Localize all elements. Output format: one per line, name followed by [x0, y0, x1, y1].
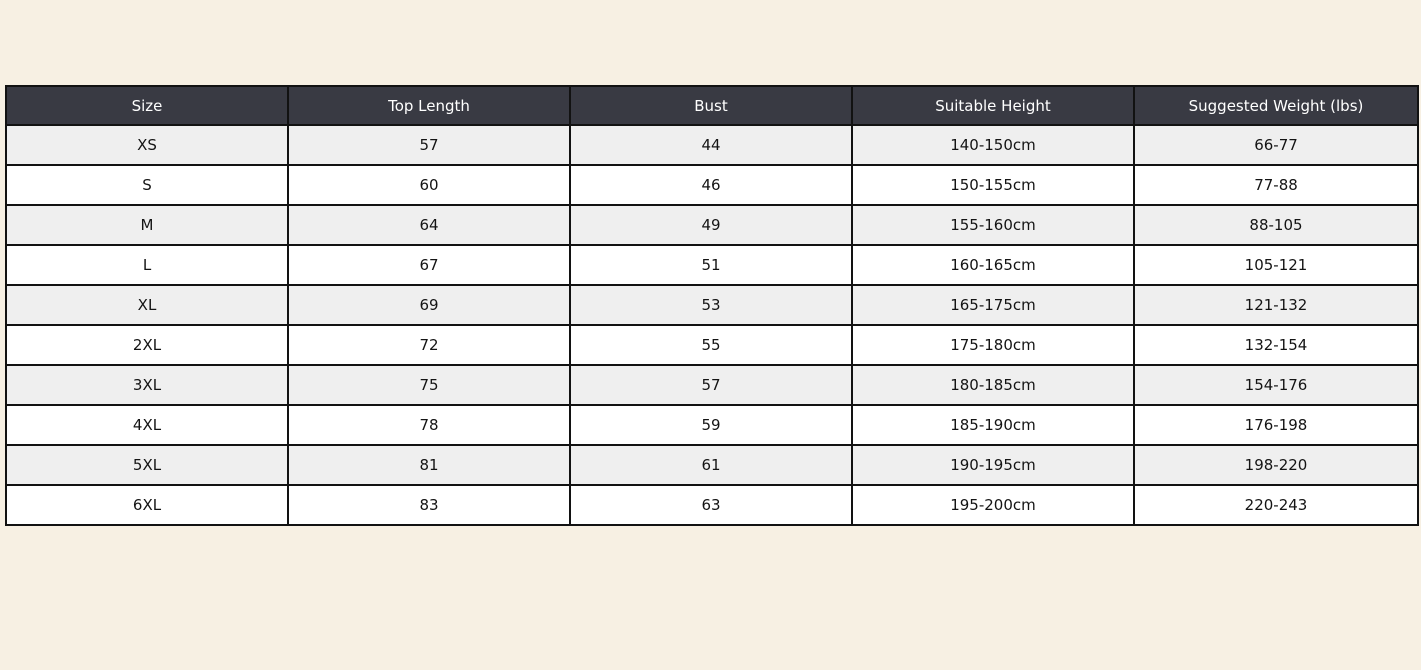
table-row: [6, 125, 1418, 165]
cell-bust: 55: [570, 325, 852, 365]
cell-bust: 57: [570, 365, 852, 405]
cell-suitable-height: 150-155cm: [852, 165, 1134, 205]
cell-suitable-height: 185-190cm: [852, 405, 1134, 445]
table-row: [6, 365, 1418, 405]
table-row: [6, 205, 1418, 245]
cell-top-length: 64: [288, 205, 570, 245]
table-row: [6, 325, 1418, 365]
cell-suitable-height: 190-195cm: [852, 445, 1134, 485]
cell-suitable-height: 195-200cm: [852, 485, 1134, 525]
cell-bust: 61: [570, 445, 852, 485]
cell-suitable-height: 175-180cm: [852, 325, 1134, 365]
cell-suggested-weight: 77-88: [1134, 165, 1418, 205]
cell-suitable-height: 165-175cm: [852, 285, 1134, 325]
cell-top-length: 81: [288, 445, 570, 485]
cell-suitable-height: 180-185cm: [852, 365, 1134, 405]
cell-size: XL: [6, 285, 288, 325]
table-row: [6, 485, 1418, 525]
cell-bust: 59: [570, 405, 852, 445]
cell-bust: 63: [570, 485, 852, 525]
header-top-length: Top Length: [288, 86, 570, 125]
cell-top-length: 75: [288, 365, 570, 405]
cell-suitable-height: 155-160cm: [852, 205, 1134, 245]
cell-suggested-weight: 198-220: [1134, 445, 1418, 485]
cell-size: 6XL: [6, 485, 288, 525]
header-row: [6, 86, 1418, 125]
cell-bust: 46: [570, 165, 852, 205]
cell-top-length: 83: [288, 485, 570, 525]
cell-size: 2XL: [6, 325, 288, 365]
table-row: [6, 165, 1418, 205]
cell-top-length: 69: [288, 285, 570, 325]
cell-suggested-weight: 66-77: [1134, 125, 1418, 165]
cell-top-length: 72: [288, 325, 570, 365]
table-header: [6, 86, 1418, 125]
cell-bust: 53: [570, 285, 852, 325]
cell-size: S: [6, 165, 288, 205]
cell-suggested-weight: 88-105: [1134, 205, 1418, 245]
cell-suitable-height: 140-150cm: [852, 125, 1134, 165]
header-suitable-height: Suitable Height: [852, 86, 1134, 125]
cell-bust: 49: [570, 205, 852, 245]
cell-size: M: [6, 205, 288, 245]
table-row: [6, 445, 1418, 485]
table-row: [6, 285, 1418, 325]
cell-suggested-weight: 154-176: [1134, 365, 1418, 405]
cell-suggested-weight: 220-243: [1134, 485, 1418, 525]
table-body: [6, 125, 1418, 525]
cell-suggested-weight: 121-132: [1134, 285, 1418, 325]
cell-suitable-height: 160-165cm: [852, 245, 1134, 285]
header-suggested-weight: Suggested Weight (lbs): [1134, 86, 1418, 125]
cell-size: XS: [6, 125, 288, 165]
cell-bust: 51: [570, 245, 852, 285]
cell-top-length: 67: [288, 245, 570, 285]
size-chart-table: [5, 85, 1419, 526]
cell-bust: 44: [570, 125, 852, 165]
cell-top-length: 78: [288, 405, 570, 445]
cell-size: 4XL: [6, 405, 288, 445]
cell-suggested-weight: 132-154: [1134, 325, 1418, 365]
table-row: [6, 245, 1418, 285]
cell-top-length: 60: [288, 165, 570, 205]
header-size: Size: [6, 86, 288, 125]
cell-size: 5XL: [6, 445, 288, 485]
cell-size: L: [6, 245, 288, 285]
cell-suggested-weight: 176-198: [1134, 405, 1418, 445]
table-row: [6, 405, 1418, 445]
header-bust: Bust: [570, 86, 852, 125]
cell-size: 3XL: [6, 365, 288, 405]
cell-top-length: 57: [288, 125, 570, 165]
cell-suggested-weight: 105-121: [1134, 245, 1418, 285]
